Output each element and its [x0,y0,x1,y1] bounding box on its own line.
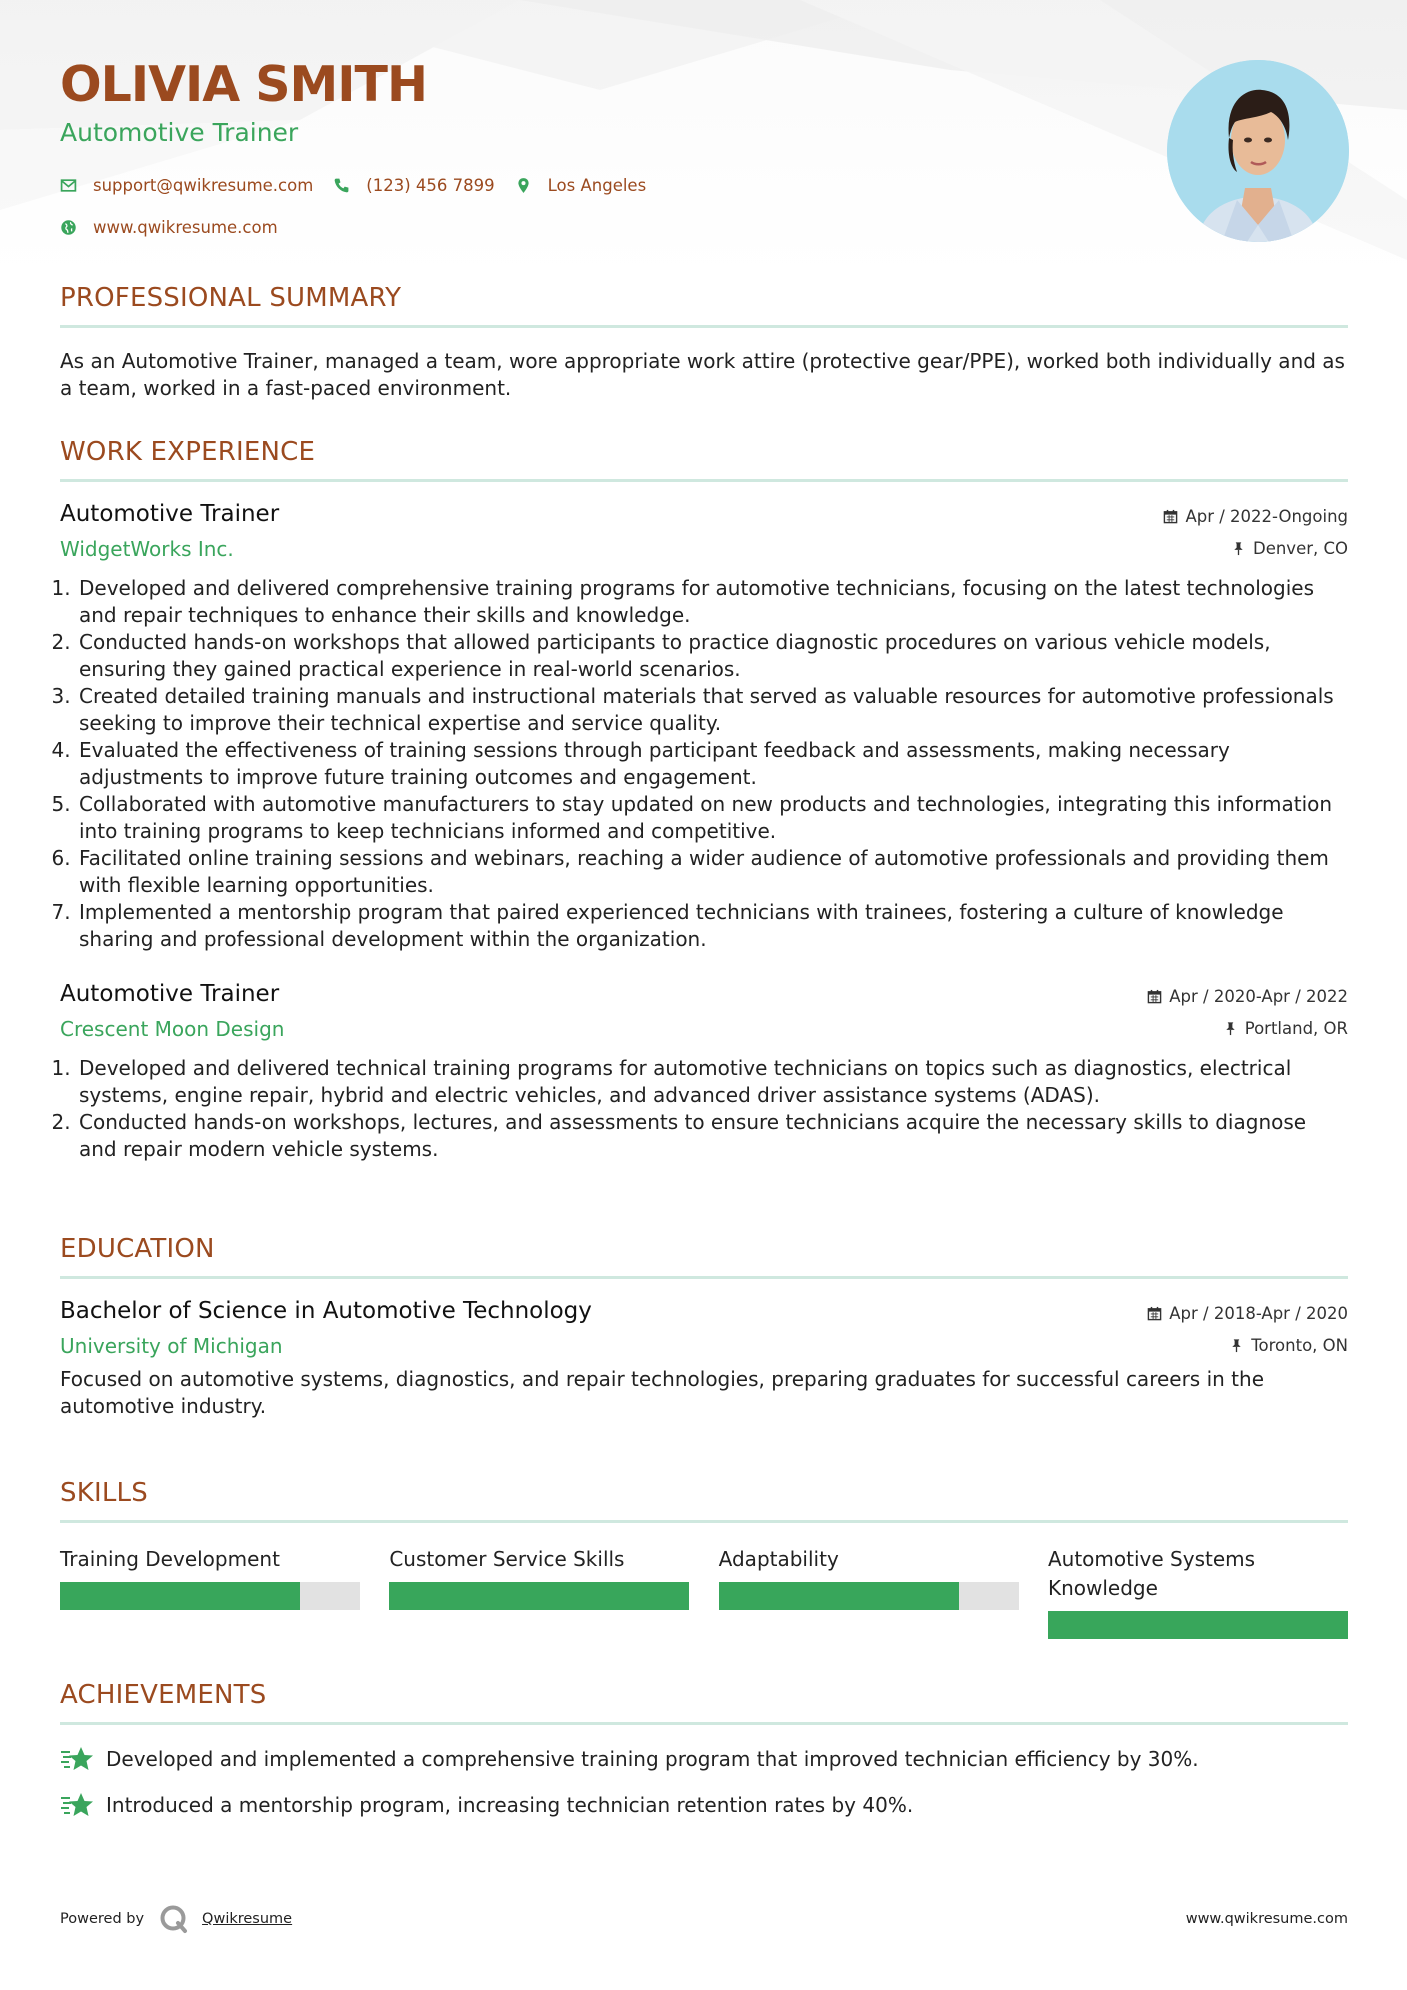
star-badge-icon [60,1791,94,1819]
achievements-heading: ACHIEVEMENTS [60,1680,267,1710]
skill-bar [60,1582,360,1610]
contact-info [60,172,666,256]
skills-list [60,1545,1348,1639]
skill-bar-fill [719,1582,959,1610]
job-location [1231,539,1348,558]
section-divider [60,1520,1348,1523]
job-dates [1163,507,1348,526]
phone-text: (123) 456 7899 [366,175,495,195]
job-title: Automotive Trainer [60,981,280,1007]
education-heading: EDUCATION [60,1234,215,1264]
experience-section [60,439,1348,1163]
achievement-item [60,1791,1348,1819]
job-bullets [60,1055,1348,1163]
header-identity [60,58,427,147]
list-item: 7. Implemented a mentorship program that paired experienced technicians with trainees, fostering a culture of knowledge sharing and professional development within the organization. [77,899,1348,953]
website-text: www.qwikresume.com [93,217,278,237]
job-location-text: Denver, CO [1252,539,1348,558]
list-item: 5. Collaborated with automotive manufacturers to stay updated on new products and technologies, integrating this information into training programs to keep technicians informed and competitive. [77,791,1348,845]
skill-bar [1048,1611,1348,1639]
qwikresume-logo-icon [158,1903,190,1935]
powered-by-label: Powered by [60,1911,145,1927]
qwikresume-link[interactable]: Qwikresume [202,1911,293,1927]
candidate-name: OLIVIA SMITH [60,56,427,113]
job-dates-text: Apr / 2020-Apr / 2022 [1169,987,1348,1006]
section-divider [60,325,1348,328]
school-name: University of Michigan [60,1334,283,1358]
achievements-section [60,1682,1348,1819]
website-item[interactable] [60,218,278,237]
location-item [515,176,647,195]
envelope-icon [60,177,77,194]
experience-heading: WORK EXPERIENCE [60,437,316,467]
section-divider [60,1722,1348,1725]
profile-photo [1167,60,1349,242]
pushpin-icon [1229,1338,1244,1353]
job-entry [60,981,1348,1163]
footer-url[interactable]: www.qwikresume.com [1185,1911,1348,1927]
skill-item [60,1545,360,1639]
candidate-role: Automotive Trainer [60,117,299,147]
portrait-illustration [1167,60,1349,242]
skills-heading: SKILLS [60,1478,148,1508]
job-location-text: Portland, OR [1244,1019,1348,1038]
skill-name: Customer Service Skills [389,1547,625,1571]
job-title: Automotive Trainer [60,501,280,527]
map-pin-icon [515,177,532,194]
list-item: 1. Developed and delivered technical training programs for automotive technicians on topics such as diagnostics, electrical systems, engine repair, hybrid and electric vehicles, and advanced driver assistance systems (ADAS). [77,1055,1348,1109]
achievement-text: Developed and implemented a comprehensive training program that improved technician efficiency by 30%. [106,1747,1199,1771]
education-entry [60,1298,1348,1420]
star-badge-icon [60,1745,94,1773]
job-location [1223,1019,1348,1038]
list-item: 3. Created detailed training manuals and instructional materials that served as valuable resources for automotive professionals seeking to improve their technical expertise and service quality. [77,683,1348,737]
skill-bar-fill [389,1582,689,1610]
section-divider [60,1276,1348,1279]
globe-icon [60,219,77,236]
job-entry [60,501,1348,953]
skill-item [719,1545,1019,1639]
education-location-text: Toronto, ON [1251,1336,1348,1355]
skill-bar [389,1582,689,1610]
footer [60,1903,1348,1935]
list-item: 1. Developed and delivered comprehensive training programs for automotive technicians, focusing on the latest technologies and repair techniques to enhance their skills and knowledge. [77,575,1348,629]
company-name: Crescent Moon Design [60,1017,285,1041]
skill-bar-fill [1048,1611,1348,1639]
achievement-item [60,1745,1348,1773]
summary-section [60,285,1348,402]
skill-bar-fill [60,1582,300,1610]
education-description: Focused on automotive systems, diagnostics, and repair technologies, preparing graduates for successful careers in the automotive industry. [60,1367,1264,1418]
company-name: WidgetWorks Inc. [60,537,234,561]
skill-item [1048,1545,1348,1639]
phone-item[interactable] [333,176,494,195]
degree-title: Bachelor of Science in Automotive Technology [60,1298,592,1324]
education-section [60,1236,1348,1420]
summary-heading: PROFESSIONAL SUMMARY [60,283,402,313]
calendar-icon [1147,1306,1162,1321]
skill-name: Adaptability [718,1547,839,1571]
skills-section [60,1480,1348,1639]
skill-bar [719,1582,1019,1610]
skill-item [389,1545,689,1639]
list-item: 2. Conducted hands-on workshops, lectures, and assessments to ensure technicians acquire the necessary skills to diagnose and repair modern vehicle systems. [77,1109,1348,1163]
phone-icon [333,177,350,194]
education-location [1229,1336,1348,1355]
pushpin-icon [1231,541,1246,556]
section-divider [60,479,1348,482]
achievement-text: Introduced a mentorship program, increasing technician retention rates by 40%. [106,1793,914,1817]
job-dates [1147,987,1348,1006]
email-item[interactable] [60,176,313,195]
list-item: 6. Facilitated online training sessions and webinars, reaching a wider audience of automotive professionals and providing them with flexible learning opportunities. [77,845,1348,899]
calendar-icon [1163,509,1178,524]
education-dates-text: Apr / 2018-Apr / 2020 [1169,1304,1348,1323]
job-bullets [60,575,1348,953]
calendar-icon [1147,989,1162,1004]
list-item: 2. Conducted hands-on workshops that allowed participants to practice diagnostic procedures on various vehicle models, ensuring they gained practical experience in real-world scenarios. [77,629,1348,683]
skill-name: Automotive Systems Knowledge [1047,1547,1256,1600]
education-dates [1147,1304,1348,1323]
location-text: Los Angeles [547,175,647,195]
job-dates-text: Apr / 2022-Ongoing [1185,507,1348,526]
skill-name: Training Development [60,1547,280,1571]
list-item: 4. Evaluated the effectiveness of training sessions through participant feedback and assessments, making necessary adjustments to improve future training outcomes and engagement. [77,737,1348,791]
email-text: support@qwikresume.com [93,175,314,195]
summary-text: As an Automotive Trainer, managed a team, wore appropriate work attire (protective gear/PPE), worked both individually and as a team, worked in a fast-paced environment. [60,349,1345,400]
pushpin-icon [1223,1021,1238,1036]
